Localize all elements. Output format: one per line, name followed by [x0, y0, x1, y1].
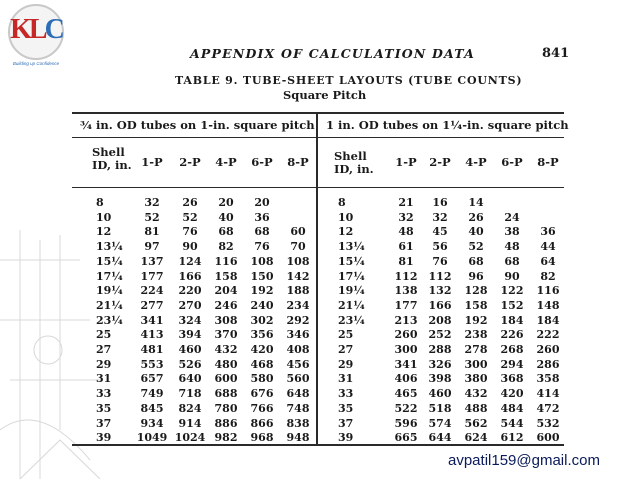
right-count-cell: 222: [536, 328, 560, 342]
left-count-cell: 308: [214, 313, 238, 327]
right-count-cell: 112: [394, 269, 418, 283]
table-row: [0, 211, 638, 225]
shell-id-right-cell: 23¼: [338, 313, 365, 327]
right-count-cell: 112: [428, 269, 452, 283]
left-count-cell: 341: [140, 313, 164, 327]
shell-id-right-cell: 29: [338, 357, 354, 371]
right-count-cell: 612: [500, 431, 524, 445]
table-row: [0, 431, 638, 445]
left-count-cell: 553: [140, 357, 164, 371]
table-row: [0, 417, 638, 431]
brand-logo: [4, 4, 68, 70]
right-count-cell: 596: [394, 416, 418, 430]
shell-id-left-cell: 31: [96, 372, 112, 386]
page-number: 841: [542, 46, 570, 61]
left-count-cell: 108: [250, 254, 274, 268]
left-count-cell: 116: [214, 254, 238, 268]
left-count-cell: 413: [140, 328, 164, 342]
left-count-cell: 52: [182, 210, 198, 224]
table-row: [0, 299, 638, 313]
left-count-cell: 76: [182, 225, 198, 239]
right-count-cell: 420: [500, 387, 524, 401]
left-count-cell: 97: [144, 240, 160, 254]
shell-id-left-cell: 23¼: [96, 313, 123, 327]
right-count-cell: 358: [536, 372, 560, 386]
right-count-cell: 14: [468, 196, 484, 209]
right-count-cell: 81: [398, 254, 414, 268]
right-count-cell: 380: [464, 372, 488, 386]
right-count-cell: 406: [394, 372, 418, 386]
left-count-cell: 480: [214, 357, 238, 371]
right-count-cell: 44: [540, 240, 556, 254]
left-count-cell: 108: [286, 254, 310, 268]
left-count-cell: 277: [140, 298, 164, 312]
left-count-cell: 1049: [136, 431, 168, 445]
right-count-cell: 40: [468, 225, 484, 239]
table-subtitle: Square Pitch: [283, 88, 367, 102]
table-row: [0, 284, 638, 298]
table-row: [0, 358, 638, 372]
right-count-cell: 518: [428, 401, 452, 415]
left-count-cell: 166: [178, 269, 202, 283]
shell-id-left-cell: 33: [96, 387, 112, 401]
right-count-cell: 624: [464, 431, 488, 445]
right-count-cell: 288: [428, 343, 452, 356]
left-count-cell: 580: [250, 372, 274, 386]
table-title: TABLE 9. TUBE-SHEET LAYOUTS (TUBE COUNTS): [175, 74, 523, 87]
shell-id-right-cell: 27: [338, 343, 354, 356]
right-count-cell: 341: [394, 357, 418, 371]
shell-id-right-cell: 39: [338, 431, 354, 445]
right-header-6p: 6-P: [501, 155, 523, 169]
shell-id-right-cell: 17¼: [338, 269, 365, 283]
shell-id-right-cell: 13¼: [338, 240, 365, 254]
right-count-cell: 286: [536, 357, 560, 371]
right-count-cell: 398: [428, 372, 452, 386]
right-count-cell: 522: [394, 401, 418, 415]
left-header-4p: 4-P: [215, 155, 237, 169]
shell-id-right-cell: 35: [338, 401, 354, 415]
right-count-cell: 82: [540, 269, 556, 283]
left-count-cell: 150: [250, 269, 274, 283]
left-count-cell: 292: [286, 313, 310, 327]
right-count-cell: 260: [394, 328, 418, 342]
shell-id-header-right: Shell ID, in.: [334, 149, 374, 176]
left-count-cell: 560: [286, 372, 310, 386]
left-count-cell: 432: [214, 343, 238, 356]
shell-id-right-cell: 12: [338, 225, 354, 239]
left-count-cell: 526: [178, 357, 202, 371]
left-count-cell: 346: [286, 328, 310, 342]
right-count-cell: 665: [394, 431, 418, 445]
left-count-cell: 648: [286, 387, 310, 401]
right-group-heading: 1 in. OD tubes on 1¼-in. square pitch: [326, 118, 569, 132]
shell-id-header-left: Shell ID, in.: [92, 145, 132, 172]
right-count-cell: 465: [394, 387, 418, 401]
right-count-cell: 208: [428, 313, 452, 327]
shell-id-left-cell: 29: [96, 357, 112, 371]
shell-id-left-cell: 13¼: [96, 240, 123, 254]
left-count-cell: 224: [140, 284, 164, 298]
right-count-cell: 484: [500, 401, 524, 415]
shell-id-left-cell: 19¼: [96, 284, 123, 298]
table-top-rule: [72, 112, 564, 114]
right-count-cell: 432: [464, 387, 488, 401]
right-count-cell: 238: [464, 328, 488, 342]
table-row: [0, 343, 638, 357]
left-count-cell: 866: [250, 416, 274, 430]
left-count-cell: 177: [140, 269, 164, 283]
left-count-cell: 76: [254, 240, 270, 254]
right-count-cell: 21: [398, 196, 414, 209]
shell-id-right-cell: 8: [338, 196, 346, 209]
left-count-cell: 456: [286, 357, 310, 371]
left-count-cell: 468: [250, 357, 274, 371]
contact-email: avpatil159@gmail.com: [448, 452, 600, 469]
left-count-cell: 52: [144, 210, 160, 224]
left-count-cell: 749: [140, 387, 164, 401]
right-count-cell: 138: [394, 284, 418, 298]
right-count-cell: 76: [432, 254, 448, 268]
right-count-cell: 56: [432, 240, 448, 254]
left-count-cell: 845: [140, 401, 164, 415]
right-count-cell: 122: [500, 284, 524, 298]
right-count-cell: 184: [500, 313, 524, 327]
right-count-cell: 213: [394, 313, 418, 327]
right-count-cell: 226: [500, 328, 524, 342]
left-count-cell: 124: [178, 254, 202, 268]
right-count-cell: 48: [398, 225, 414, 239]
left-count-cell: 270: [178, 298, 202, 312]
right-count-cell: 68: [468, 254, 484, 268]
right-count-cell: 532: [536, 416, 560, 430]
right-count-cell: 45: [432, 225, 448, 239]
logo-tagline: Building up Confidence: [12, 61, 60, 66]
shell-id-left-cell: 39: [96, 431, 112, 445]
table-row: [0, 314, 638, 328]
left-count-cell: 460: [178, 343, 202, 356]
right-count-cell: 152: [500, 298, 524, 312]
right-count-cell: 16: [432, 196, 448, 209]
right-count-cell: 166: [428, 298, 452, 312]
left-count-cell: 948: [286, 431, 310, 445]
left-count-cell: 324: [178, 313, 202, 327]
left-count-cell: 640: [178, 372, 202, 386]
left-count-cell: 20: [254, 196, 270, 209]
right-count-cell: 414: [536, 387, 560, 401]
right-count-cell: 132: [428, 284, 452, 298]
right-count-cell: 368: [500, 372, 524, 386]
shell-id-right-cell: 19¼: [338, 284, 365, 298]
right-count-cell: 192: [464, 313, 488, 327]
right-header-1p: 1-P: [395, 155, 417, 169]
left-count-cell: 81: [144, 225, 160, 239]
left-header-6p: 6-P: [251, 155, 273, 169]
right-header-8p: 8-P: [537, 155, 559, 169]
left-count-cell: 824: [178, 401, 202, 415]
right-count-cell: 177: [394, 298, 418, 312]
right-count-cell: 544: [500, 416, 524, 430]
shell-id-right-cell: 15¼: [338, 254, 365, 268]
shell-id-right-cell: 33: [338, 387, 354, 401]
right-count-cell: 600: [536, 431, 560, 445]
shell-id-left-cell: 12: [96, 225, 112, 239]
right-count-cell: 24: [504, 210, 520, 224]
shell-id-right-cell: 21¼: [338, 298, 365, 312]
left-count-cell: 204: [214, 284, 238, 298]
left-count-cell: 90: [182, 240, 198, 254]
left-count-cell: 68: [254, 225, 270, 239]
right-count-cell: 48: [504, 240, 520, 254]
right-count-cell: 574: [428, 416, 452, 430]
right-count-cell: 128: [464, 284, 488, 298]
left-count-cell: 240: [250, 298, 274, 312]
left-count-cell: 68: [218, 225, 234, 239]
left-count-cell: 600: [214, 372, 238, 386]
right-count-cell: 61: [398, 240, 414, 254]
left-count-cell: 886: [214, 416, 238, 430]
left-count-cell: 934: [140, 416, 164, 430]
right-count-cell: 96: [468, 269, 484, 283]
shell-id-left-cell: 15¼: [96, 254, 123, 268]
right-count-cell: 260: [536, 343, 560, 356]
left-count-cell: 394: [178, 328, 202, 342]
right-count-cell: 158: [464, 298, 488, 312]
right-count-cell: 488: [464, 401, 488, 415]
left-count-cell: 766: [250, 401, 274, 415]
table-row: [0, 240, 638, 254]
right-count-cell: 644: [428, 431, 452, 445]
left-count-cell: 158: [214, 269, 238, 283]
shell-id-left-cell: 27: [96, 343, 112, 356]
shell-id-right-cell: 37: [338, 416, 354, 430]
shell-id-right-cell: 10: [338, 210, 354, 224]
shell-id-left-cell: 10: [96, 210, 112, 224]
left-count-cell: 188: [286, 284, 310, 298]
table-row: [0, 196, 638, 210]
right-count-cell: 64: [540, 254, 556, 268]
right-count-cell: 252: [428, 328, 452, 342]
right-count-cell: 68: [504, 254, 520, 268]
left-count-cell: 420: [250, 343, 274, 356]
left-count-cell: 234: [286, 298, 310, 312]
table-row: [0, 270, 638, 284]
right-count-cell: 278: [464, 343, 488, 356]
right-count-cell: 300: [394, 343, 418, 356]
left-count-cell: 688: [214, 387, 238, 401]
right-count-cell: 38: [504, 225, 520, 239]
shell-id-left-cell: 37: [96, 416, 112, 430]
left-count-cell: 914: [178, 416, 202, 430]
left-count-cell: 838: [286, 416, 310, 430]
left-count-cell: 302: [250, 313, 274, 327]
right-count-cell: 36: [540, 225, 556, 239]
left-count-cell: 408: [286, 343, 310, 356]
left-count-cell: 137: [140, 254, 164, 268]
right-count-cell: 148: [536, 298, 560, 312]
left-count-cell: 82: [218, 240, 234, 254]
right-count-cell: 562: [464, 416, 488, 430]
table-row: [0, 372, 638, 386]
shell-id-right-cell: 25: [338, 328, 354, 342]
right-count-cell: 460: [428, 387, 452, 401]
left-count-cell: 982: [214, 431, 238, 445]
right-count-cell: 294: [500, 357, 524, 371]
shell-id-left-cell: 21¼: [96, 298, 123, 312]
right-count-cell: 32: [398, 210, 414, 224]
page-header-title: APPENDIX OF CALCULATION DATA: [190, 46, 475, 61]
right-count-cell: 472: [536, 401, 560, 415]
table-row: [0, 225, 638, 239]
right-count-cell: 184: [536, 313, 560, 327]
right-header-2p: 2-P: [429, 155, 451, 169]
left-header-2p: 2-P: [179, 155, 201, 169]
logo-monogram: KLC: [10, 14, 62, 45]
left-count-cell: 36: [254, 210, 270, 224]
right-count-cell: 300: [464, 357, 488, 371]
left-count-cell: 370: [214, 328, 238, 342]
left-count-cell: 968: [250, 431, 274, 445]
left-count-cell: 356: [250, 328, 274, 342]
right-count-cell: 52: [468, 240, 484, 254]
left-count-cell: 192: [250, 284, 274, 298]
left-count-cell: 26: [182, 196, 198, 209]
table-row: [0, 387, 638, 401]
shell-id-left-cell: 25: [96, 328, 112, 342]
shell-id-left-cell: 35: [96, 401, 112, 415]
right-count-cell: 26: [468, 210, 484, 224]
left-count-cell: 220: [178, 284, 202, 298]
left-count-cell: 657: [140, 372, 164, 386]
left-count-cell: 60: [290, 225, 306, 239]
left-count-cell: 142: [286, 269, 310, 283]
right-count-cell: 32: [432, 210, 448, 224]
left-count-cell: 481: [140, 343, 164, 356]
column-header-rule: [72, 187, 564, 188]
table-row: [0, 402, 638, 416]
left-count-cell: 70: [290, 240, 306, 254]
table-row: [0, 328, 638, 342]
left-count-cell: 20: [218, 196, 234, 209]
shell-id-left-cell: 8: [96, 196, 104, 209]
table-row: [0, 255, 638, 269]
left-count-cell: 246: [214, 298, 238, 312]
left-count-cell: 780: [214, 401, 238, 415]
left-header-8p: 8-P: [287, 155, 309, 169]
left-group-heading: ¾ in. OD tubes on 1-in. square pitch: [80, 118, 315, 132]
left-count-cell: 718: [178, 387, 202, 401]
shell-id-left-cell: 17¼: [96, 269, 123, 283]
group-header-rule: [72, 137, 564, 138]
right-count-cell: 268: [500, 343, 524, 356]
left-count-cell: 748: [286, 401, 310, 415]
left-count-cell: 676: [250, 387, 274, 401]
right-count-cell: 326: [428, 357, 452, 371]
left-count-cell: 32: [144, 196, 160, 209]
right-count-cell: 116: [536, 284, 560, 298]
shell-id-right-cell: 31: [338, 372, 354, 386]
left-count-cell: 1024: [174, 431, 206, 445]
left-count-cell: 40: [218, 210, 234, 224]
left-header-1p: 1-P: [141, 155, 163, 169]
right-count-cell: 90: [504, 269, 520, 283]
right-header-4p: 4-P: [465, 155, 487, 169]
